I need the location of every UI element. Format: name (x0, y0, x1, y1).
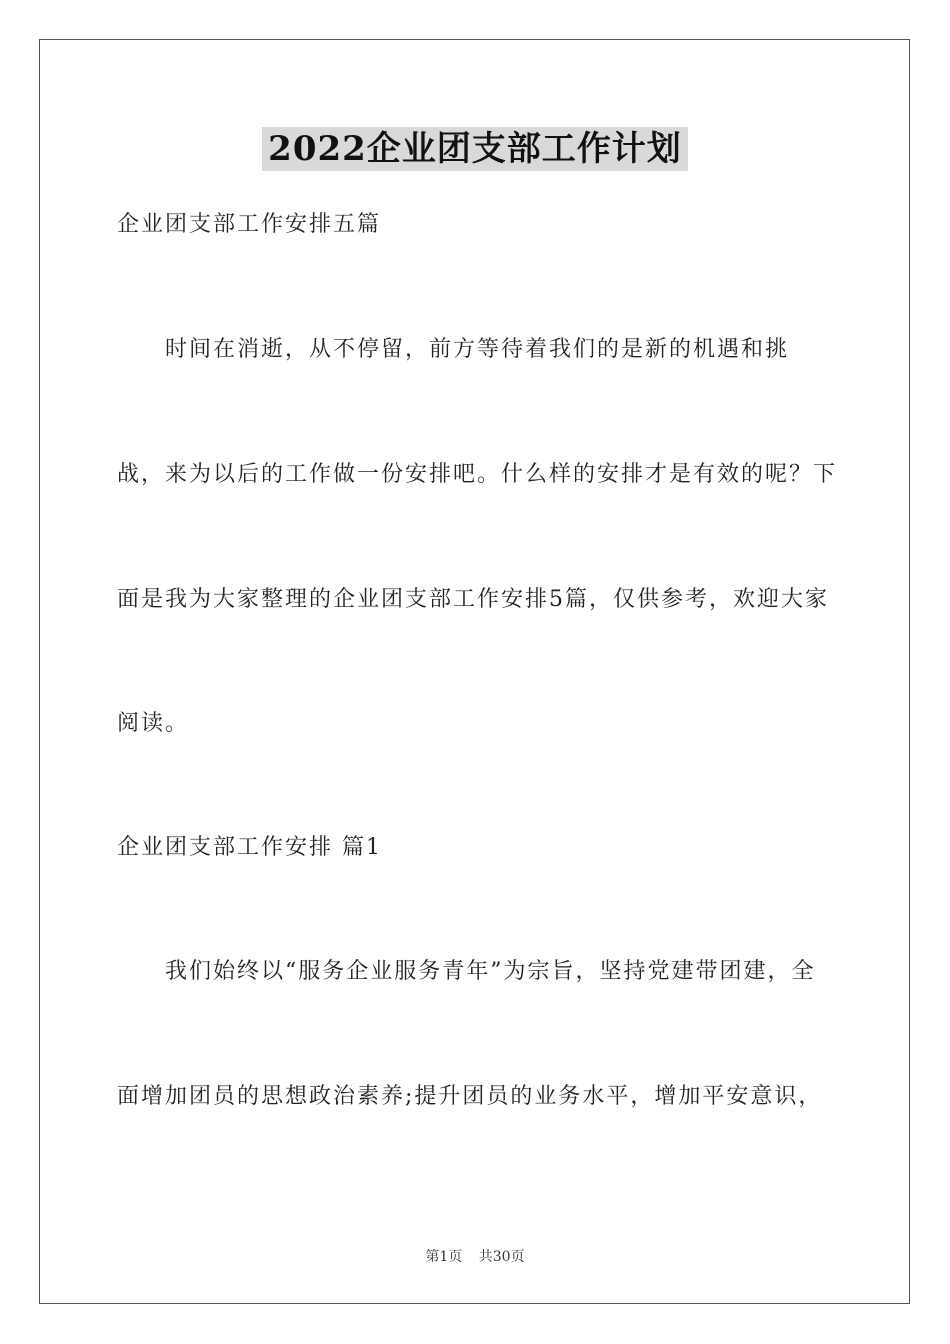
document-title: 2022企业团支部工作计划 (262, 127, 688, 171)
paragraph-line: 我们始终以“服务企业服务青年”为宗旨，坚持党建带团建，全 (117, 959, 816, 984)
title-container (0, 127, 950, 171)
paragraph-line: 时间在消逝，从不停留，前方等待着我们的是新的机遇和挑 (117, 337, 790, 362)
paragraph-line: 战，来为以后的工作做一份安排吧。什么样的安排才是有效的呢？下 (117, 462, 838, 487)
page-total: 共30页 (478, 1249, 525, 1265)
paragraph-line: 面是我为大家整理的企业团支部工作安排5篇，仅供参考，欢迎大家 (117, 587, 829, 612)
page-number: 第1页 (425, 1249, 463, 1265)
section-heading: 企业团支部工作安排 篇1 (117, 835, 382, 860)
paragraph-line: 面增加团员的思想政治素养;提升团员的业务水平，增加平安意识， (117, 1084, 823, 1109)
subtitle-line: 企业团支部工作安排五篇 (117, 212, 382, 237)
page-footer (0, 1246, 950, 1266)
paragraph-line: 阅读。 (117, 711, 190, 736)
